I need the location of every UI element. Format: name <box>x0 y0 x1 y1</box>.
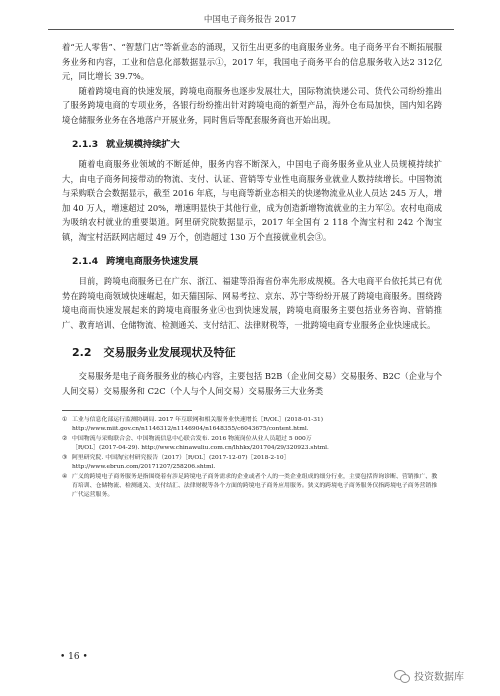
section-heading-2-1-4 <box>72 253 442 267</box>
page-content <box>62 40 442 501</box>
footnotes <box>62 416 442 500</box>
footnote-link[interactable]: http://www.miit.gov.cn/n1146312/n1146904/n1648355/c6043675/content.html. <box>72 426 309 432</box>
running-header: 中国电子商务报告 2017 <box>203 15 297 25</box>
section-number: 2.2 <box>72 346 92 359</box>
footnote-line: 广义的跨境电子商务服务是指围绕着有涉足跨境电子商务需求的企业或者个人的一类企业组成的细分行业，主要包括咨询诊断、营销推广、教育培训、仓储物流、检测通关、支付结汇、法律财税等各个方面的跨境电子商务应用服务。狭义的跨境电子商务服务仅指跨境电子商务营销推广代运营服务。 <box>72 474 438 498</box>
header-rule <box>48 29 454 30</box>
footnote-link[interactable]: http://www.ebrun.com/20171207/258206.shtml. <box>72 464 216 470</box>
footnote-line: 工业与信息化部运行监测协调局. 2017 年互联网和相关服务业快速增长［R/OL］(2018-01-31) <box>72 417 324 423</box>
watermark-text: 投资数据库 <box>414 672 464 683</box>
page-number: • 16 • <box>60 652 88 662</box>
section-title: 交易服务业发展现状及特征 <box>103 346 236 359</box>
footnote-mark: ③ <box>62 455 68 461</box>
section-heading-2-2 <box>72 344 442 360</box>
section-number: 2.1.3 <box>72 139 99 150</box>
footnote-3 <box>62 454 442 472</box>
footnote-1 <box>62 416 442 434</box>
footnote-mark: ④ <box>62 474 68 480</box>
footnote-mark: ② <box>62 436 68 442</box>
footnote-rule <box>62 410 192 411</box>
paragraph-cross-border-services: 随着跨境电商的快速发展，跨境电商服务也逐步发展壮大，国际物流快递公司、货代公司纷纷推出了服务跨境电商的专项业务，各银行纷纷推出针对跨境电商的新型产品，海外仓布局加快，国内知名跨境仓储服务业务在各地落户开展业务，同时售后等配套服务商也开始出现。 <box>62 85 442 125</box>
footnote-line: 阿里研究院. 中国淘宝村研究报告（2017）［R/OL］(2017-12-07)［2018-2-10］ <box>72 455 290 461</box>
footnote-line: 中国物流与采购联合会、中国物流信息中心联合发布. 2016 物流岗位从业人员超过 5 000万 <box>72 436 312 442</box>
footnote-2 <box>62 435 442 453</box>
watermark <box>394 668 464 683</box>
footnote-link[interactable]: ［R/OL］(2017-04-29). http://www.chinawuliu.com.cn/lhhkx/201704/29/320923.shtml. <box>72 445 329 451</box>
section-number: 2.1.4 <box>72 256 99 267</box>
paragraph-transaction-services: 交易服务是电子商务服务业的核心内容，主要包括 B2B（企业间交易）交易服务、B2C（企业与个人间交易）交易服务和 C2C（个人与个人间交易）交易服务三大业务类 <box>62 371 442 396</box>
footnote-4 <box>62 473 442 500</box>
section-title: 就业规模持续扩大 <box>106 139 180 150</box>
footnote-mark: ① <box>62 417 68 423</box>
paragraph-cross-border: 目前，跨境电商服务已在广东、浙江、福建等沿海省份率先形成规模。各大电商平台依托其已有优势在跨境电商领域快速崛起，如天猫国际、网易考拉、京东、苏宁等纷纷开展了跨境电商服务。围绕跨境电商而快速发展起来的跨境电商服务业④也到快速发展，跨境电商服务主要包括业务咨询、营销推广、教育培训、仓储物流、检测通关、支付结汇、法律财税等，一批跨境电商专业服务企业快速成长。 <box>62 276 442 330</box>
paragraph-employment: 随着电商服务业领域的不断延伸，服务内容不断深入，中国电子商务服务业从业人员规模持续扩大，由电子商务间接带动的物流、支付、认证、营销等专业性电商服务业就业人数持续增长。中国物流与采购联合会数据显示，截至 2016 年底，与电商等新业态相关的快递物流业从业人员达 245 万人，增加 40 万人，增速超过 20%，增速明显快于其他行业，成为创造新增物流就业的主力军②。农村电商成为吸纳农村就业的重要渠道。阿里研究院数据显示，2017 年全国有 2 118 个淘宝村和 242 个淘宝镇，淘宝村活跃网店超过 49 万个，创造超过 130 万个直接就业机会③。 <box>62 159 442 242</box>
section-heading-2-1-3 <box>72 136 442 150</box>
paragraph-continued: 着“无人零售”、“智慧门店”等新业态的涌现，又衍生出更多的电商服务业务。电子商务平台不断拓展服务业务和内容，工业和信息化部数据显示①，2017 年，我国电子商务平台的信息服务收入达2 312亿元，同比增长 39.7%。 <box>62 42 442 81</box>
section-title: 跨境电商服务快速发展 <box>106 256 199 267</box>
wechat-icon <box>394 669 410 683</box>
